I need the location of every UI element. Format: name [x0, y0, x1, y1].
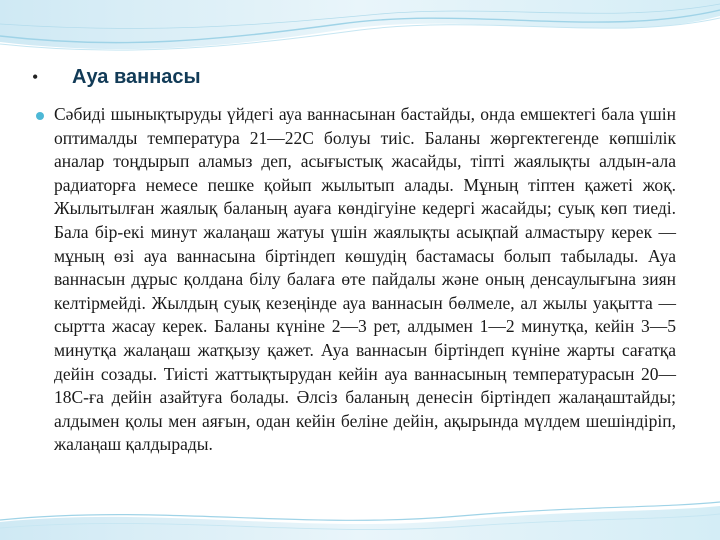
body-bullet-icon — [36, 112, 44, 120]
title-bullet: • — [32, 66, 39, 87]
slide-title: Ауа ваннасы — [72, 65, 201, 88]
body-paragraph: Сәбиді шынықтыруды үйдегі ауа ваннасынан бастайды, онда емшектегі бала үшін оптималды температура 21—22С болуы тиіс. Баланы жөргектегенде көпшілік аналар тоңдырып аламыз деп, асығыстық жасайды, тіпті жаялықты алдын-ала радиаторға немесе пешке қойып жылытып алады. Мұның тіптен қажеті жоқ. Жылытылған жаялық баланың ауаға көндігуіне кедергі жасайды; суық көп тиеді. Бала бір-екі минут жалаңаш жатуы үшін жаялықты асықпай алмастыру керек — мұның өзі ауа ваннасына біртіндеп көшудің бастамасы болып табылады. Ауа ваннасын дұрыс қолдана білу балаға өте пайдалы және оның денсаулығына зиян келтірмейді. Жылдың суық кезеңінде ауа ваннасын бөлмеле, ал жылы уақытта — сыртта жасау керек. Баланы күніне 2—3 рет, алдымен 1—2 минутқа, кейін 3—5 минутқа жалаңаш жатқызу қажет. Ауа ваннасын біртіндеп күніне жарты сағатқа дейін созады. Тиісті жаттықтырудан кейін ауа ваннасының температурасын 20—18С-ға дейін азайтуға болады. Әлсіз баланың денесін біртіндеп жалаңаштайды; алдымен қолы мен аяғын, одан кейін беліне дейін, ақырында мүлдем шешіндіріп, жалаңаш қалдырады. — [54, 104, 676, 455]
title-row — [32, 62, 201, 92]
top-wave-band — [0, 0, 720, 49]
bottom-wave-band — [0, 506, 720, 540]
